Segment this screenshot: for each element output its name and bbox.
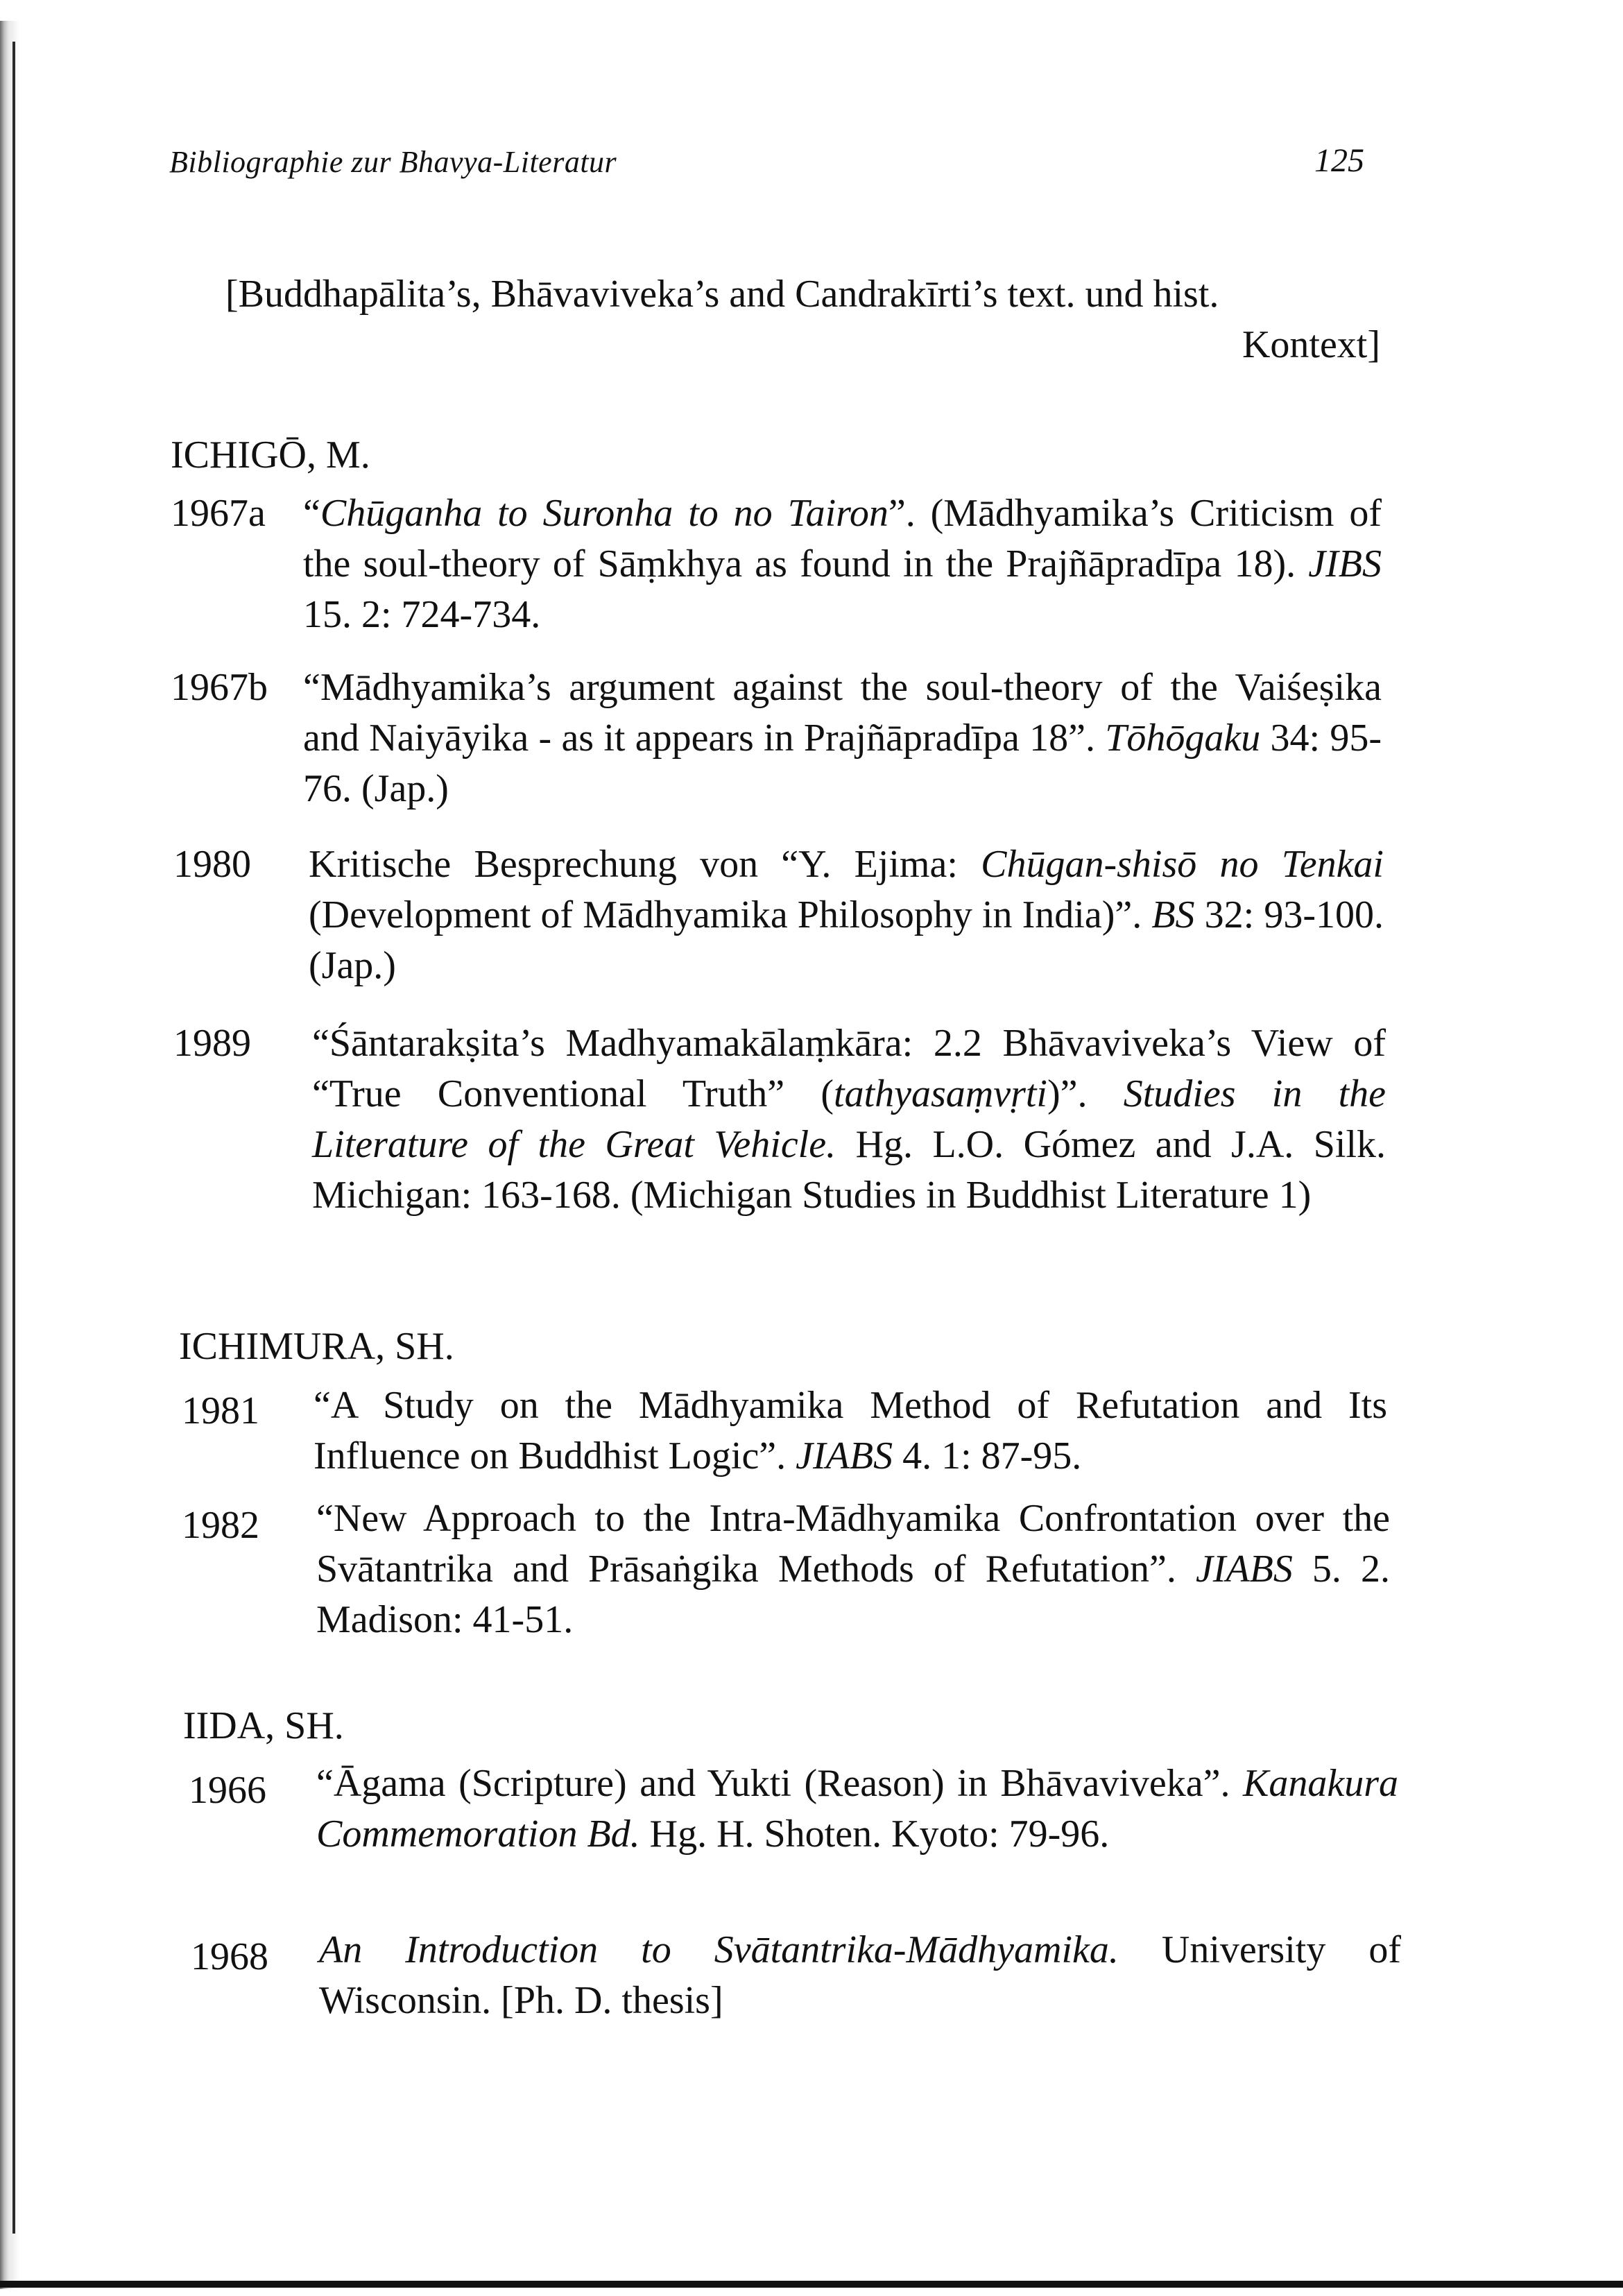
- book-spine-shadow: [0, 21, 19, 2289]
- entry-text: Kritische Besprechung von “Y. Ejima: Chūgan-shisō no Tenkai (Development of Mādhyamika Philosophy in India)”. BS 32: 93-100. (Jap.): [309, 843, 1384, 987]
- page-number: 125: [1314, 142, 1364, 179]
- continuation-line: [Buddhapālita’s, Bhāvaviveka’s and Candrakīrti’s text. und hist.: [225, 273, 1219, 316]
- entry-year: 1989: [173, 1022, 251, 1065]
- entry-year: 1981: [182, 1389, 259, 1432]
- entry-text: “Mādhyamika’s argument against the soul-theory of the Vaiśeṣika and Naiyāyika - as it appears in Prajñāpradīpa 18”. Tōhōgaku 34: 95-76. (Jap.): [303, 666, 1382, 810]
- running-title: Bibliographie zur Bhavya-Literatur: [169, 145, 617, 179]
- entry-text: “Śāntarakṣita’s Madhyamakālaṃkāra: 2.2 Bhāvaviveka’s View of “True Conventional Truth” (tathyasaṃvṛti)”. Studies in the Literature of the Great Vehicle. Hg. L.O. Gómez and J.A. Silk. Michigan: 163-168. (Michigan Studies in Buddhist Literature 1): [312, 1022, 1386, 1217]
- author-heading: ICHIMURA, SH.: [179, 1325, 454, 1368]
- entry-year: 1982: [182, 1504, 259, 1547]
- entry-year: 1966: [189, 1769, 266, 1812]
- entry-text: “Āgama (Scripture) and Yukti (Reason) in Bhāvaviveka”. Kanakura Commemoration Bd. Hg. H. Shoten. Kyoto: 79-96.: [316, 1762, 1398, 1856]
- entry-year: 1967b: [171, 666, 268, 709]
- entry-text: “Chūganha to Suronha to no Tairon”. (Mādhyamika’s Criticism of the soul-theory of Sāṃkhya as found in the Prajñāpradīpa 18). JIBS 15. 2: 724-734.: [303, 492, 1382, 636]
- author-heading: ICHIGŌ, M.: [171, 434, 370, 477]
- continuation-line: Kontext]: [1242, 323, 1380, 366]
- page-bottom-edge: [0, 2281, 1623, 2288]
- author-heading: IIDA, SH.: [183, 1704, 344, 1747]
- entry-text: “New Approach to the Intra-Mādhyamika Confrontation over the Svātantrika and Prāsaṅgika Methods of Refutation”. JIABS 5. 2. Madison: 41-51.: [316, 1497, 1391, 1641]
- entry-year: 1967a: [171, 492, 266, 535]
- entry-text: “A Study on the Mādhyamika Method of Refutation and Its Influence on Buddhist Logic”. JIABS 4. 1: 87-95.: [314, 1384, 1387, 1477]
- entry-year: 1980: [173, 843, 251, 886]
- entry-text: An Introduction to Svātantrika-Mādhyamika. University of Wisconsin. [Ph. D. thesis]: [319, 1928, 1401, 2022]
- entry-year: 1968: [191, 1935, 268, 1978]
- gutter-line: [12, 42, 15, 2234]
